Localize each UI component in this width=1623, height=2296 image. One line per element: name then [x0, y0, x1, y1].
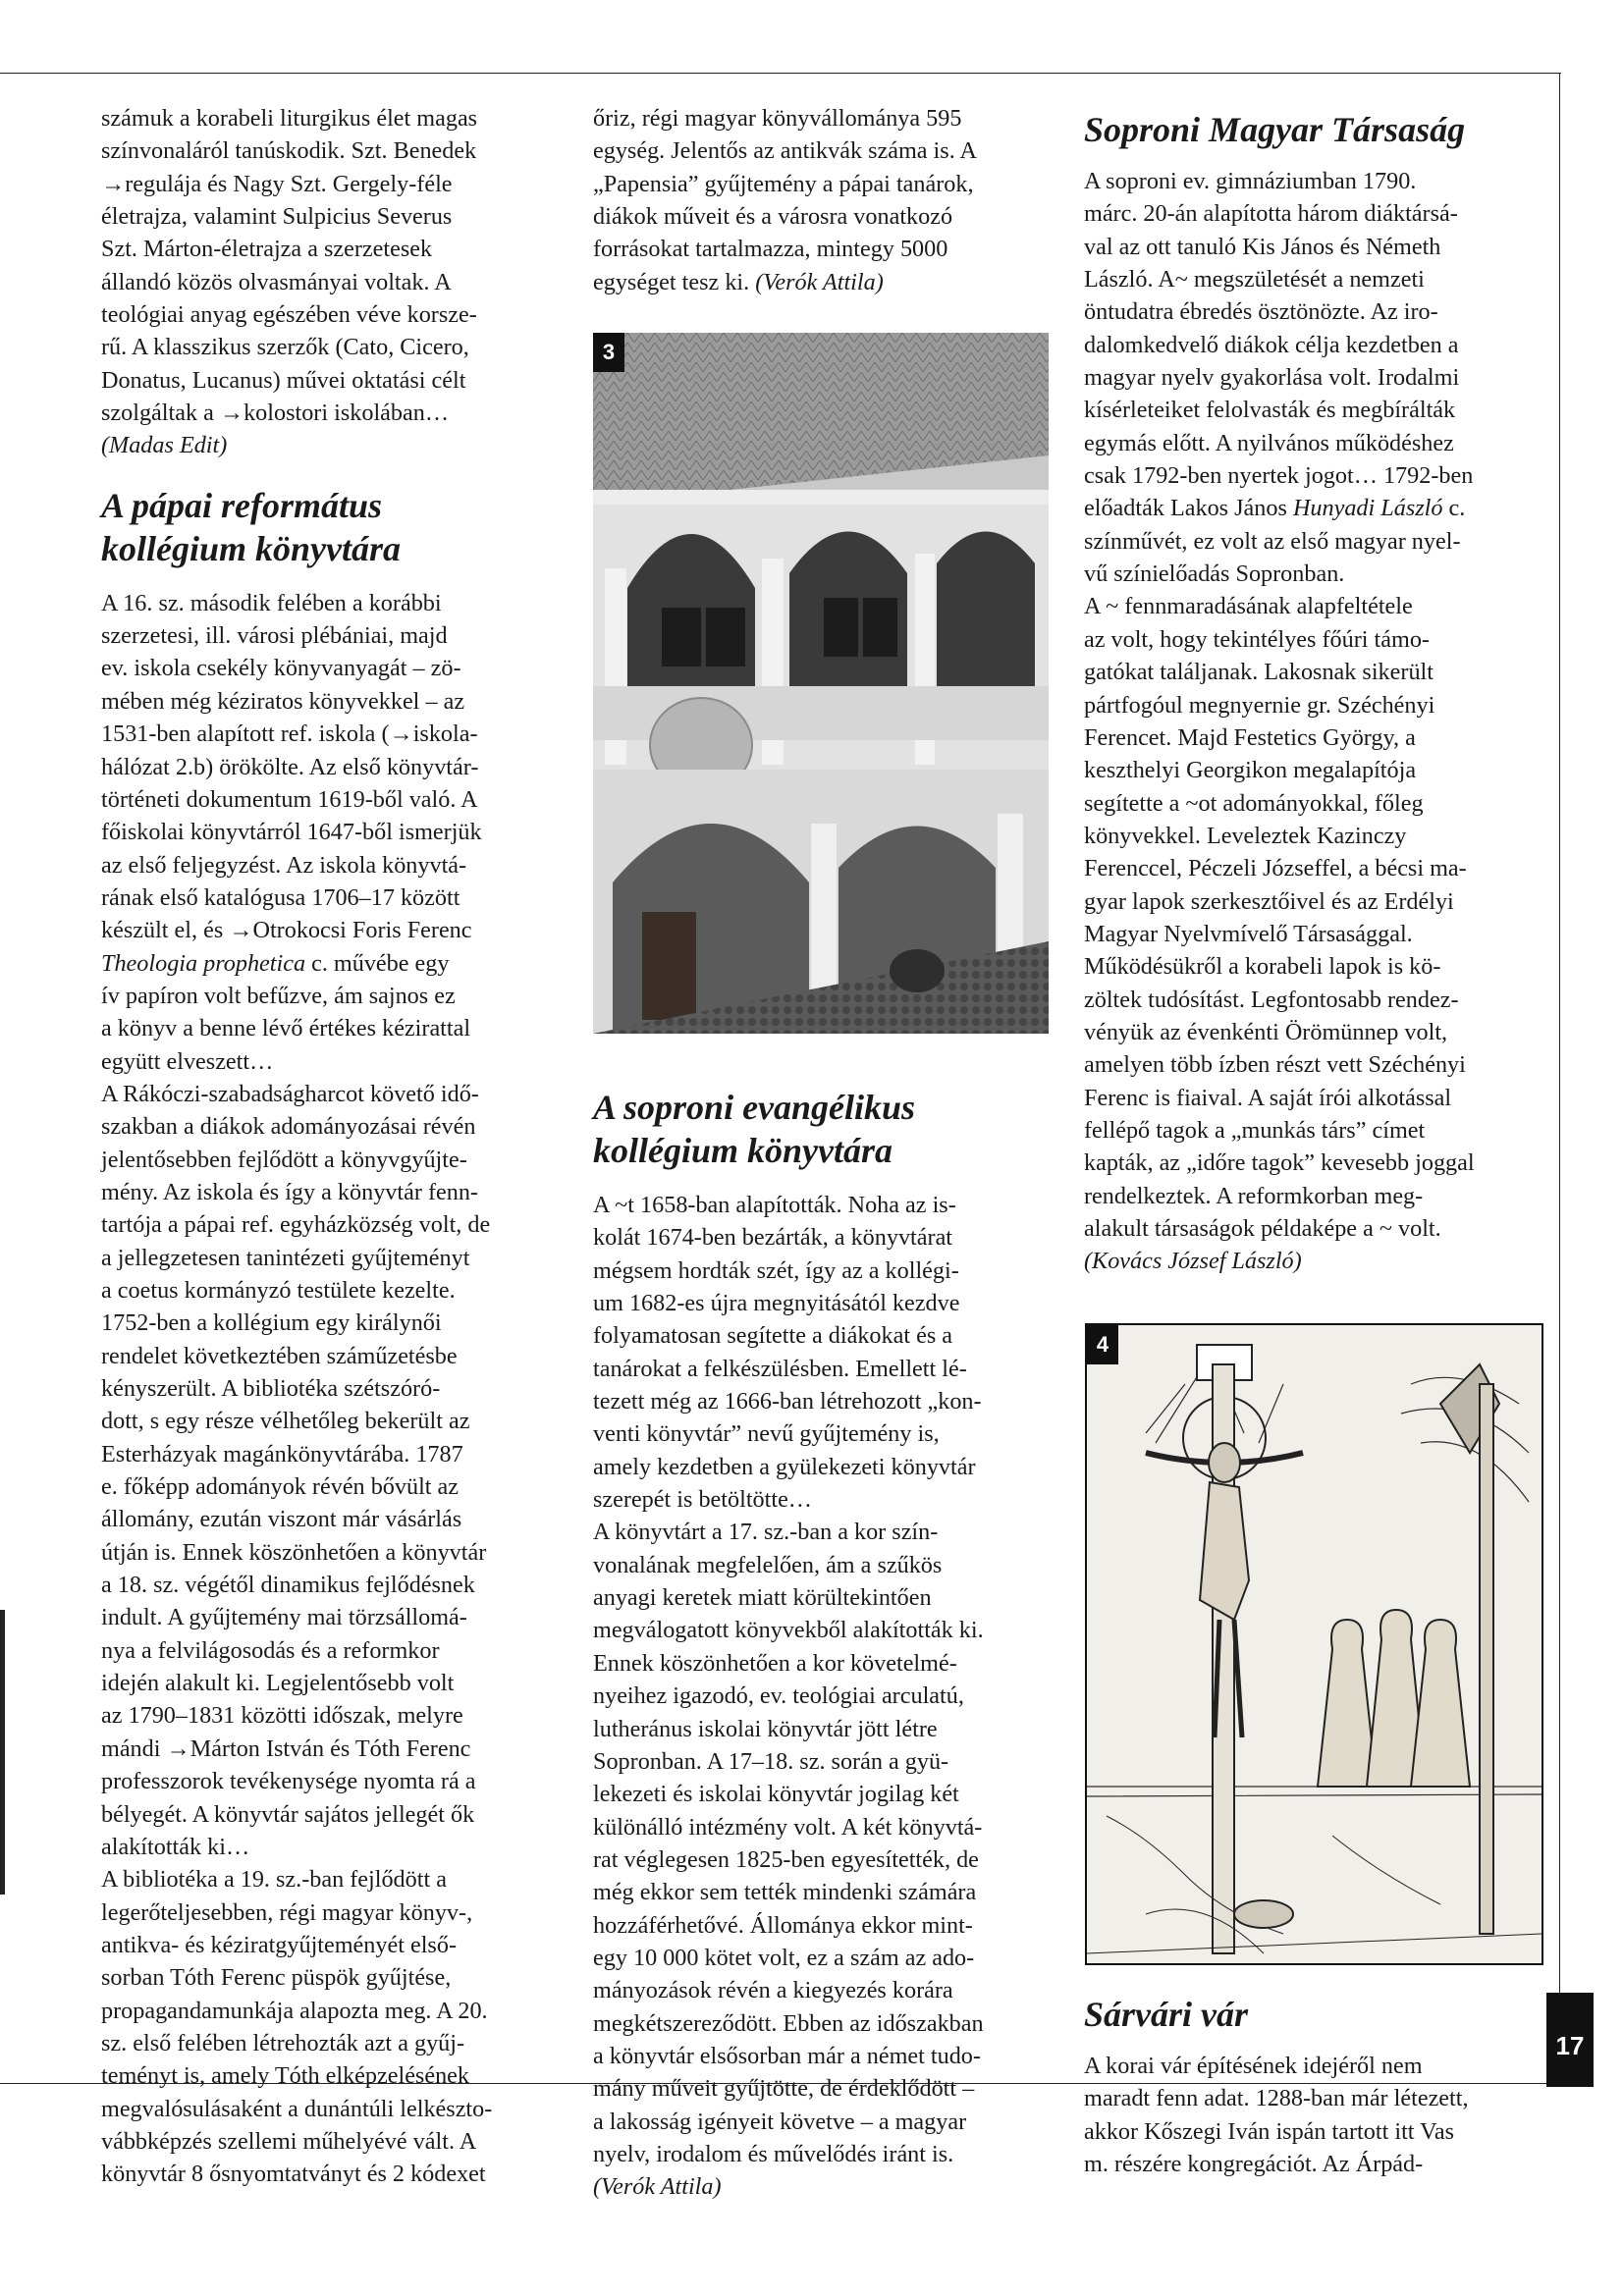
text-line: forrásokat tartalmazza, mintegy 5000	[593, 236, 948, 263]
text-line: e. főképp adományok révén bővült az	[101, 1473, 460, 1501]
text-line: állandó közös olvasmányai voltak. A	[101, 268, 452, 295]
text-line: az volt, hogy tekintélyes főúri támo-	[1084, 625, 1430, 653]
text-line: Donatus, Lucanus) művei oktatási célt	[101, 366, 466, 394]
text-line: hozzáférhetővé. Állománya ekkor mint-	[593, 1911, 973, 1939]
text-line: az 1790–1831 közötti időszak, melyre	[101, 1702, 463, 1730]
text-line: a jellegzetesen tanintézeti gyűjteményt	[101, 1244, 470, 1271]
heading-line: A soproni evangélikus	[593, 1088, 916, 1127]
text-fragment: c. művébe egy	[305, 949, 450, 977]
text-line: mányozások révén a kiegyezés korára	[593, 1977, 953, 2004]
text-line: a coetus kormányzó testülete kezelte.	[101, 1277, 456, 1304]
heading-line: kollégium könyvtára	[593, 1131, 893, 1170]
text-line: kényszerült. A bibliotéka szétszóró-	[101, 1375, 441, 1403]
courtyard-illustration	[593, 333, 1049, 1034]
author-credit: (Kovács József László)	[1084, 1248, 1302, 1275]
text-line: A bibliotéka a 19. sz.-ban fejlődött a	[101, 1866, 447, 1894]
text-line: Ferenc is fiaival. A saját írói alkotással	[1084, 1084, 1452, 1111]
figure-3-college-courtyard-photo	[593, 333, 1049, 1034]
text-line: megvalósulásaként a dunántúli lelkészto-	[101, 2095, 493, 2122]
tree-trunk	[1480, 1384, 1493, 1934]
text-line: vű színielőadás Sopronban.	[1084, 561, 1345, 588]
text-line: a könyvtár elsősorban már a német tudo-	[593, 2042, 981, 2069]
text-line: főiskolai könyvtárról 1647-ből ismerjük	[101, 819, 482, 846]
text-line: gatókat találjanak. Lakosnak sikerült	[1084, 659, 1434, 686]
text-line: a könyv a benne lévő értékes kézirattal	[101, 1015, 471, 1042]
text-line: akkor Kőszegi Iván ispán tartott itt Vas	[1084, 2117, 1455, 2145]
text-line: a 18. sz. végétől dinamikus fejlődésnek	[101, 1572, 475, 1599]
text-line: rának első katalógusa 1706–17 között	[101, 883, 460, 911]
text-line: Szt. Márton-életrajza a szerzetesek	[101, 236, 433, 263]
text-line: vábbképzés szellemi műhelyévé vált. A	[101, 2127, 477, 2155]
text-line: tanárokat a felkészülésben. Emellett lé-	[593, 1355, 967, 1382]
text-line: alakították ki…	[101, 1833, 250, 1860]
text-line: szolgáltak a →kolostori iskolában…	[101, 400, 450, 427]
text-line: készült el, és →Otrokocsi Foris Ferenc	[101, 917, 472, 944]
text-line	[1084, 492, 1475, 524]
text-line: diákok műveit és a városra vonatkozó	[593, 203, 953, 231]
text-line: tartója a pápai ref. egyházközség volt, de	[101, 1211, 491, 1239]
section-heading: Soproni Magyar Társaság	[1084, 110, 1466, 149]
page-frame-right	[1559, 73, 1560, 2084]
text-line	[593, 266, 977, 298]
column-2-lower	[593, 1086, 984, 2204]
text-line: folyamatosan segítette a diákokat és a	[593, 1322, 953, 1350]
text-line: mány műveit gyűjtötte, de érdeklődött –	[593, 2075, 975, 2103]
col2-text-a	[593, 102, 977, 298]
text-line: alakult társaságok példaképe a ~ volt.	[1084, 1215, 1441, 1242]
column-2	[593, 102, 977, 298]
section-heading	[101, 484, 492, 570]
text-line: ev. iskola csekély könyvanyagát – zö-	[101, 655, 461, 682]
text-line: színvonaláról tanúskodik. Szt. Benedek	[101, 137, 477, 165]
work-title: Theologia prophetica	[101, 949, 306, 977]
section-heading	[593, 1086, 984, 1172]
text-line: szerzetesi, ill. városi plébániai, majd	[101, 622, 448, 650]
text-line: tezett még az 1666-ban létrehozott „kon-	[593, 1388, 982, 1415]
text-line: lutheránus iskolai könyvtár jött létre	[593, 1715, 938, 1742]
text-line: dalomkedvelő diákok célja kezdetben a	[1084, 331, 1459, 358]
text-line: öntudatra ébredés ösztönözte. Az iro-	[1084, 298, 1438, 326]
text-line: Magyar Nyelvmívelő Társasággal.	[1084, 920, 1413, 947]
text-line: Esterházyak magánkönyvtárába. 1787	[101, 1440, 463, 1468]
col1-text-a	[101, 102, 492, 462]
text-fragment: előadták Lakos János	[1084, 495, 1293, 522]
text-line: A Rákóczi-szabadságharcot követő idő-	[101, 1080, 479, 1107]
text-line: maradt fenn adat. 1288-ban már létezett,	[1084, 2085, 1469, 2112]
text-line: hálózat 2.b) örökölte. Az első könyvtár-	[101, 753, 479, 780]
figure-number-badge: 3	[593, 333, 624, 372]
text-line: m. részére kongregációt. Az Árpád-	[1084, 2151, 1424, 2178]
text-line: idején alakult ki. Legjelentősebb volt	[101, 1670, 455, 1697]
author-credit: (Madas Edit)	[101, 432, 228, 459]
section-heading: Sárvári vár	[1084, 1995, 1249, 2034]
text-line: nyelv, irodalom és művelődés iránt is.	[593, 2140, 954, 2167]
text-line: A korai vár építésének idejéről nem	[1084, 2053, 1423, 2079]
author-credit: (Verók Attila)	[755, 268, 884, 295]
text-line	[101, 947, 492, 980]
column-1	[101, 102, 492, 2191]
text-line: kolát 1674-ben bezárták, a könyvtárat	[593, 1224, 953, 1252]
text-line: szerepét is betöltötte…	[593, 1486, 812, 1514]
text-line: rat véglegesen 1825-ben egyesítették, de	[593, 1845, 979, 1873]
text-line: nya a felvilágosodás és a reformkor	[101, 1636, 440, 1664]
text-line: „Papensia” gyűjtemény a pápai tanárok,	[593, 170, 974, 197]
text-line: életrajza, valamint Sulpicius Severus	[101, 203, 453, 231]
text-line: indult. A gyűjtemény mai törzsállomá-	[101, 1604, 467, 1631]
plant	[890, 949, 945, 992]
text-line: állomány, ezután viszont már vásárlás	[101, 1506, 462, 1533]
text-line: mándi →Márton István és Tóth Ferenc	[101, 1735, 471, 1762]
text-line: könyvtár 8 ősnyomtatványt és 2 kódexet	[101, 2161, 486, 2188]
figure-body	[1200, 1482, 1249, 1620]
text-line: segítette a ~ot adományokkal, főleg	[1084, 789, 1424, 817]
page-number: 17	[1555, 2031, 1585, 2060]
text-line: A ~ fennmaradásának alapfeltétele	[1084, 593, 1413, 620]
text-line: propagandamunkája alapozta meg. A 20.	[101, 1997, 488, 2024]
text-line: együtt elveszett…	[101, 1047, 274, 1075]
text-line: venti könyvtár” nevű gyűjtemény is,	[593, 1420, 940, 1448]
text-line: keszthelyi Georgikon megalapítója	[1084, 757, 1417, 784]
text-line: pártfogóul megnyernie gr. Széchényi	[1084, 691, 1435, 719]
heading-line: A pápai református	[101, 485, 383, 525]
skull	[1234, 1900, 1293, 1928]
text-line: az első feljegyzést. Az iskola könyvtá-	[101, 851, 467, 879]
text-line: legerőteljesebben, régi magyar könyv-,	[101, 1898, 473, 1926]
text-line: val az ott tanuló Kis János és Németh	[1084, 233, 1441, 260]
text-line: csak 1792-ben nyertek jogot… 1792-ben	[1084, 462, 1474, 490]
text-line: vonalának megfelelően, ám a szűkös	[593, 1551, 943, 1578]
text-line: anyagi keretek miatt körültekintően	[593, 1584, 932, 1612]
col3-text-a	[1084, 165, 1475, 1278]
heading-line: kollégium könyvtára	[101, 528, 401, 568]
text-line: kapták, az „időre tagok” kevesebb joggal	[1084, 1149, 1475, 1177]
text-line: teológiai anyag egészében véve korsze-	[101, 301, 477, 329]
col2-text-b	[593, 1189, 984, 2204]
author-credit: (Verók Attila)	[593, 2173, 722, 2201]
text-line: 1752-ben a kollégium egy királynői	[101, 1309, 442, 1337]
text-line: nyeihez igazodó, ev. teológiai arculatú,	[593, 1682, 964, 1710]
text-line: egy 10 000 kötet volt, ez a szám az ado-	[593, 1944, 975, 1971]
text-line: rű. A klasszikus szerzők (Cato, Cicero,	[101, 334, 469, 361]
text-line: jelentősebben fejlődött a könyvgyűjte-	[101, 1146, 467, 1173]
text-line: egység. Jelentős az antikvák száma is. A	[593, 137, 977, 165]
text-line: szakban a diákok adományozásai révén	[101, 1113, 476, 1141]
text-line: László. A~ megszületését a nemzeti	[1084, 266, 1425, 294]
text-line: gyar lapok szerkesztőivel és az Erdélyi	[1084, 887, 1454, 915]
text-line: megválogatott könyvekből alakították ki.	[593, 1617, 984, 1644]
text-line: mény. Az iskola és így a könyvtár fenn-	[101, 1178, 478, 1205]
text-line: kísérleteiket felolvasták és megbírálták	[1084, 397, 1456, 424]
text-line: sz. első felében létrehozták azt a gyűj-	[101, 2029, 465, 2056]
text-line: még ekkor sem tették mindenki számára	[593, 1879, 977, 1906]
text-line: dott, s egy része vélhetőleg bekerült az	[101, 1408, 470, 1435]
edge-mark	[0, 1610, 5, 1895]
text-line: ív papíron volt befűzve, ám sajnos ez	[101, 982, 456, 1009]
text-line: Működésükről a korabeli lapok is kö-	[1084, 953, 1441, 981]
page-frame-top	[0, 73, 1561, 74]
text-line: különálló intézmény volt. A két könyvtá-	[593, 1813, 983, 1841]
text-line: A soproni ev. gimnáziumban 1790.	[1084, 168, 1417, 194]
column-3-lower	[1084, 1993, 1469, 2180]
text-line: márc. 20-án alapította három diáktársá-	[1084, 200, 1458, 228]
text-line: magyar nyelv gyakorlása volt. Irodalmi	[1084, 364, 1460, 392]
page-number-tab	[1546, 1993, 1594, 2087]
text-line: vényük az évenkénti Örömünnep volt,	[1084, 1018, 1448, 1045]
text-line: rendelet következtében száműzetésbe	[101, 1342, 458, 1369]
text-fragment: egységet tesz ki.	[593, 268, 756, 295]
text-line: megkétszereződött. Ebben az időszakban	[593, 2009, 984, 2037]
text-line: Sopronban. A 17–18. sz. során a gyü-	[593, 1747, 949, 1775]
text-line: bélyegét. A könyvtár sajátos jellegét ők	[101, 1800, 475, 1828]
column-3	[1084, 108, 1475, 1278]
text-line: könyvekkel. Leveleztek Kazinczy	[1084, 822, 1407, 849]
text-line: egymás előtt. A nyilvános működéshez	[1084, 429, 1454, 456]
work-title: Hunyadi László	[1292, 495, 1443, 522]
text-line: számuk a korabeli liturgikus élet magas	[101, 105, 478, 132]
figure-4-crucifixion-woodcut	[1085, 1323, 1543, 1965]
text-line: teményt is, amely Tóth elképzelésének	[101, 2062, 470, 2090]
text-line: fellépő tagok a „munkás társ” címet	[1084, 1116, 1426, 1144]
text-line: zöltek tudósítást. Legfontosabb rendez-	[1084, 986, 1459, 1013]
text-line: őriz, régi magyar könyvállománya 595	[593, 105, 962, 132]
text-line: színművét, ez volt az első magyar nyel-	[1084, 527, 1461, 555]
col1-text-b	[101, 587, 492, 2191]
text-fragment: c.	[1442, 495, 1466, 522]
text-line: rendelkeztek. A reformkorban meg-	[1084, 1182, 1424, 1209]
text-line: útján is. Ennek köszönhetően a könyvtár	[101, 1538, 487, 1566]
figure-number-badge: 4	[1087, 1325, 1118, 1364]
text-line: A ~t 1658-ban alapították. Noha az is-	[593, 1192, 956, 1218]
text-line: →regulája és Nagy Szt. Gergely-féle	[101, 170, 453, 197]
text-line: antikva- és kéziratgyűjteményét első-	[101, 1931, 457, 1958]
text-line: mében még kéziratos könyvekkel – az	[101, 687, 465, 715]
text-line: mégsem hordták szét, így az a kollégi-	[593, 1256, 959, 1284]
text-line: 1531-ben alapított ref. iskola (→iskola-	[101, 721, 478, 748]
text-line: um 1682-es újra megnyitásától kezdve	[593, 1290, 960, 1317]
text-line: sorban Tóth Ferenc püspök gyűjtése,	[101, 1964, 452, 1992]
text-line: professzorok tevékenysége nyomta rá a	[101, 1768, 476, 1795]
text-line: A könyvtárt a 17. sz.-ban a kor szín-	[593, 1519, 939, 1546]
text-line: A 16. sz. második felében a korábbi	[101, 589, 442, 616]
col3-text-b	[1084, 2050, 1469, 2180]
text-line: a lakosság igényeit követve – a magyar	[593, 2108, 967, 2135]
text-line: történeti dokumentum 1619-ből való. A	[101, 785, 478, 813]
text-line: lekezeti és iskolai könyvtár jogilag két	[593, 1781, 959, 1808]
woodcut-illustration	[1087, 1325, 1542, 1963]
text-line: Ennek köszönhetően a kor követelmé-	[593, 1649, 957, 1677]
text-line: amelyen több ízben részt vett Széchényi	[1084, 1051, 1466, 1079]
text-line: Ferenccel, Péczeli Józseffel, a bécsi ma-	[1084, 855, 1467, 882]
text-line: Ferencet. Majd Festetics György, a	[1084, 723, 1416, 751]
text-line: amely kezdetben a gyülekezeti könyvtár	[593, 1453, 976, 1480]
